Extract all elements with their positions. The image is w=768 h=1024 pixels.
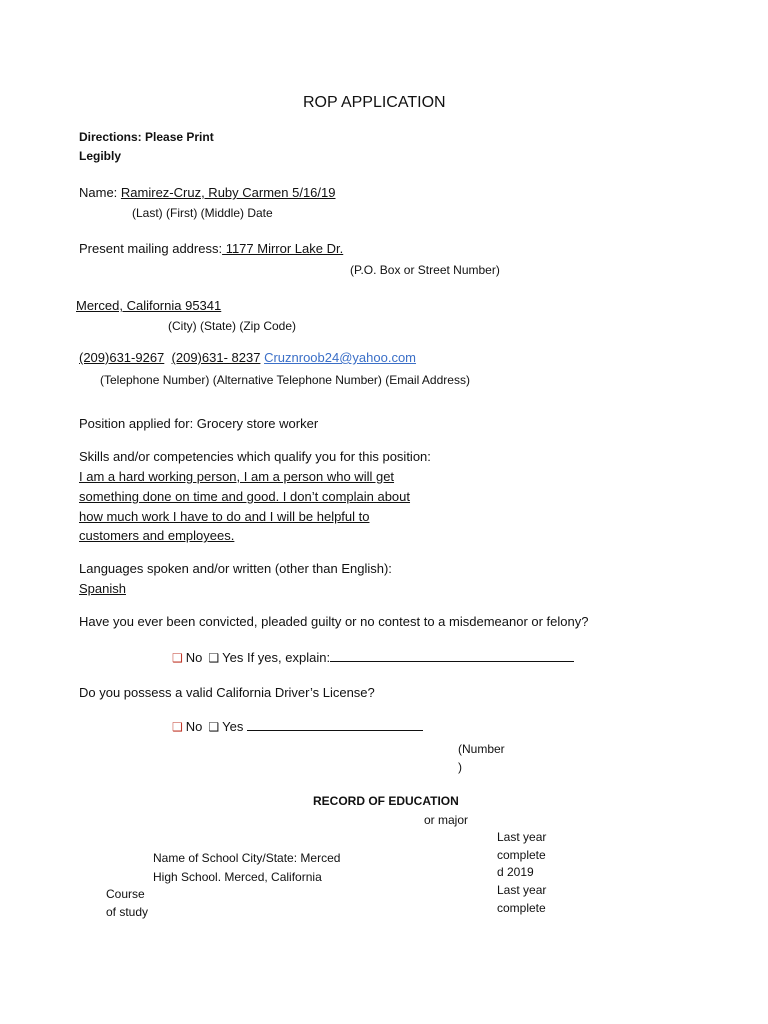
skills-line: I am a hard working person, I am a person who will get	[79, 469, 395, 484]
name-label: Name:	[79, 185, 121, 200]
last-year-line: Last year	[497, 830, 547, 844]
license-number-blank[interactable]	[247, 718, 423, 731]
name-row	[79, 185, 335, 200]
page-title: ROP APPLICATION	[303, 94, 446, 111]
license-number-caption-close: )	[458, 760, 462, 774]
skills-line: customers and employees.	[79, 528, 235, 543]
last-year-line: complete	[497, 901, 546, 915]
languages-label: Languages spoken and/or written (other than English):	[79, 561, 392, 576]
checkbox-icon[interactable]: ❑	[172, 720, 183, 734]
conviction-question: Have you ever been convicted, pleaded guilty or no contest to a misdemeanor or felony?	[79, 614, 589, 629]
city-value: Merced, California 95341	[76, 298, 222, 313]
checkbox-icon[interactable]: ❑	[208, 651, 220, 665]
or-major-label: or major	[424, 813, 469, 827]
email-link[interactable]: Cruznroob24@yahoo.com	[264, 350, 417, 365]
contact-row	[79, 350, 416, 365]
skills-line: something done on time and good. I don’t complain about	[79, 489, 411, 504]
last-year-line: complete	[497, 848, 546, 862]
contact-caption: (Telephone Number) (Alternative Telephone Number) (Email Address)	[100, 373, 470, 387]
phone-value: (209)631-9267	[79, 350, 165, 365]
last-year-line: Last year	[497, 883, 547, 897]
skills-line: how much work I have to do and I will be helpful to	[79, 509, 370, 524]
conviction-no-label: No	[185, 650, 203, 665]
course-line-2: of study	[106, 905, 149, 919]
explain-blank[interactable]	[330, 649, 574, 662]
license-yes-label: Yes	[222, 719, 244, 734]
languages-value: Spanish	[79, 581, 126, 596]
license-question: Do you possess a valid California Driver’s License?	[79, 685, 375, 700]
address-caption: (P.O. Box or Street Number)	[350, 263, 500, 277]
education-heading: RECORD OF EDUCATION	[313, 794, 459, 808]
license-no-label: No	[185, 719, 203, 734]
directions-line-1: Directions: Please Print	[79, 130, 214, 144]
conviction-yes-label: Yes If yes, explain:	[222, 650, 331, 665]
conviction-options	[172, 649, 574, 665]
checkbox-icon[interactable]: ❑	[208, 720, 220, 734]
address-row	[79, 241, 343, 256]
address-label: Present mailing address:	[79, 241, 223, 256]
license-options	[172, 718, 423, 734]
directions-line-2: Legibly	[79, 149, 122, 163]
skills-label: Skills and/or competencies which qualify you for this position:	[79, 449, 431, 464]
last-year-line: d 2019	[497, 865, 534, 879]
checkbox-icon[interactable]: ❑	[172, 651, 183, 665]
license-number-caption: (Number	[458, 742, 505, 756]
school-line-1: Name of School City/State: Merced	[153, 851, 341, 865]
course-line-1: Course	[106, 887, 145, 901]
name-caption: (Last) (First) (Middle) Date	[132, 206, 273, 220]
school-line-2: High School. Merced, California	[153, 870, 322, 884]
position-row: Position applied for: Grocery store worker	[79, 416, 319, 431]
address-value: 1177 Mirror Lake Dr.	[222, 241, 344, 256]
name-value: Ramirez-Cruz, Ruby Carmen 5/16/19	[120, 185, 336, 200]
alt-phone-value: (209)631- 8237	[171, 350, 261, 365]
city-caption: (City) (State) (Zip Code)	[168, 319, 297, 333]
